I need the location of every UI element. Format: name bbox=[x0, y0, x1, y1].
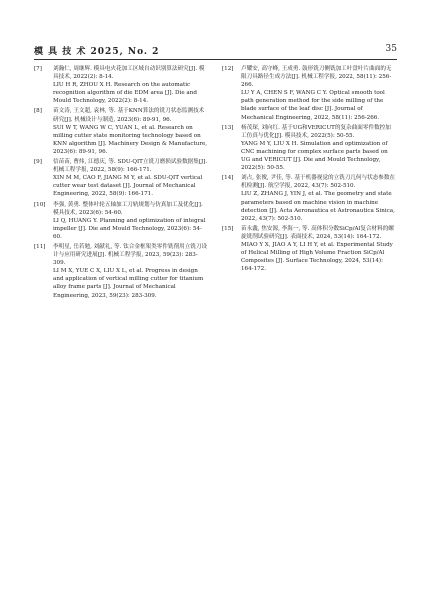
reference-11 bbox=[34, 243, 208, 300]
reference-english: LU Y A, CHEN S F, WANG C Y. Optical smooth tool path generation method for the side milling of the blade surface of the leaf disc [J]. Journal of Mechanical Engineering, 2022, 58(11): 256-266. bbox=[241, 90, 385, 121]
reference-english: LI Q, HUANG Y. Planning and optimization of integral impeller [J]. Die and Mould Technology, 2023(6): 54-60. bbox=[53, 217, 206, 240]
reference-number: [10] bbox=[34, 201, 46, 208]
references-right-column bbox=[222, 65, 396, 275]
reference-chinese: 刘占, 张俊, 尹佳, 等. 基于机器视觉的立铣刀几何与状态参数在机检测[J]. 航空学报, 2022, 43(7): 502-510. bbox=[241, 175, 396, 190]
reference-chinese: 卢耀安, 高守峰, 王成勇. 鼓形铣刀侧铣加工叶盘叶片曲面的无限刀具路径生成方法[J]. 机械工程学报, 2022, 58(11): 256-266. bbox=[241, 66, 392, 89]
reference-chinese: 李明星, 岳若勉, 刘献礼, 等. 钛合金框架类零件铣削用立铣刀设计与应用研究进展[J]. 机械工程学报, 2023, 59(23): 283-309. bbox=[53, 243, 208, 267]
reference-chinese: 苗文涛, 王文超, 袁林, 等. 基于KNN算法的铣刀状态监测技术研究[J]. 机械设计与制造, 2023(6): 89-91, 96. bbox=[53, 108, 205, 123]
reference-english: MIAO Y X, JIAO A Y, LI H Y, et al. Experimental Study of Helical Milling of High Volume Fraction SiCp/Al Composites [J]. Surface Technology, 2024, 53(14): 164-172. bbox=[241, 241, 393, 273]
reference-chinese: 苗永鑫, 焦安源, 李海一, 等. 高体积分数SiCp/Al复合材料的螺旋铣削试验研究[J]. 表面技术, 2024, 53(14): 164-172. bbox=[241, 225, 394, 240]
journal-title: 模 具 技 术 2025, No. 2 bbox=[34, 47, 160, 57]
reference-number: [7] bbox=[34, 66, 42, 72]
reference-english: LIU H R, ZHOU X H. Research on the automatic recognition algorithm of die EDM area [J]. Die and Mould Technology, 2022(2): 8-14. bbox=[53, 82, 197, 105]
reference-8 bbox=[34, 107, 208, 156]
reference-english: SUI W T, WANG W C, YUAN L, et al. Research on milling cutter state monitoring technology based on KNN algorithm [J]. Machinery Design & Manufacture, 2023(6): 89-91, 96. bbox=[53, 124, 208, 155]
reference-english: LI M X, YUE C X, LIU X L, et al. Progress in design and application of vertical milling cutter for titanium alloy frame parts [J]. Journal of Mechanical Engineering, 2023, 59(23): 283-309. bbox=[53, 268, 204, 299]
reference-number: [13] bbox=[222, 124, 234, 131]
reference-number: [11] bbox=[34, 243, 46, 250]
reference-chinese: 李强, 黄勇. 整体叶轮五轴加工刀轨规划与仿真加工及优化[J]. 模具技术, 2023(6): 54-60. bbox=[53, 201, 203, 216]
reference-12 bbox=[222, 65, 396, 122]
header-rule bbox=[34, 59, 397, 60]
reference-7 bbox=[34, 65, 208, 105]
references-left-column bbox=[34, 65, 208, 302]
reference-chinese: 刘瀚仁, 周继辉. 模具电火花加工区域自动识别算法研究[J]. 模具技术, 2022(2): 8-14. bbox=[53, 66, 205, 81]
reference-13 bbox=[222, 124, 396, 173]
page-number: 35 bbox=[385, 44, 397, 54]
reference-15 bbox=[222, 225, 396, 274]
reference-english: LIU Z, ZHANG J, YIN J, et al. The geometry and state parameters based on machine vision in machine detection [J]. Acta Aeronautica et Astronautica Sinica, 2022, 43(7): 502-510. bbox=[241, 191, 395, 222]
reference-chinese: 信苗苗, 曹炜, 江德庆, 等. SDU-QIT立铣刀磨损试验数据集[J]. 机械工程学报, 2022, 58(9): 166-171. bbox=[53, 159, 208, 174]
reference-10 bbox=[34, 201, 208, 241]
reference-number: [8] bbox=[34, 108, 42, 115]
running-header bbox=[34, 44, 397, 58]
reference-english: XIN M M, CAO F, JIANG M Y, et al. SDU-QIT vertical cutter wear test dataset [J]. Journal of Mechanical Engineering, 2022, 58(9): 166-171. bbox=[53, 175, 203, 198]
reference-english: YANG M Y, LIU X H. Simulation and optimization of CNC machining for complex surface parts based on UG and VERICUT [J]. Die and Mould Technology, 2022(5): 50-55. bbox=[241, 140, 388, 172]
reference-14 bbox=[222, 174, 396, 223]
reference-number: [15] bbox=[222, 225, 234, 232]
reference-number: [14] bbox=[222, 175, 234, 182]
reference-chinese: 杨茂琛, 刘向红. 基于UG和VERICUT的复杂曲面零件数控加工仿真与优化[J]. 模具技术, 2022(5): 50-55. bbox=[241, 124, 391, 139]
reference-number: [12] bbox=[222, 66, 234, 72]
reference-number: [9] bbox=[34, 159, 42, 166]
reference-9 bbox=[34, 158, 208, 198]
